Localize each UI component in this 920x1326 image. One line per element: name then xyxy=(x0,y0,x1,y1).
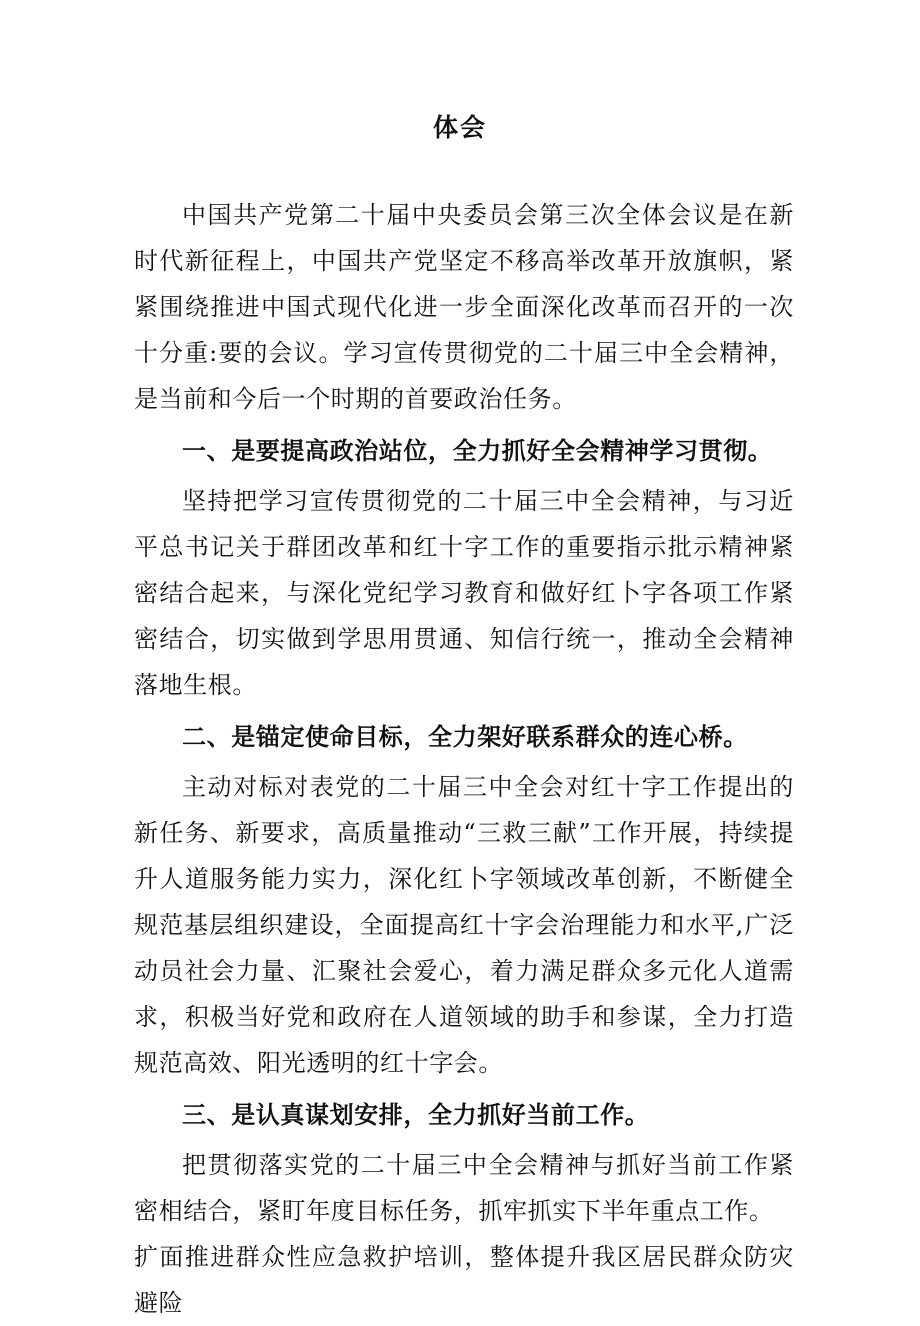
continuation-paragraph: 扩面推进群众性应急救护培训，整体提升我区居民群众防灾避险 xyxy=(134,1243,794,1317)
section-paragraph-1: 坚持把学习宣传贯彻党的二十届三中全会精神，与习近平总书记关于群团改革和红十字工作的重要指示批示精神紧密结合起来，与深化党纪学习教育和做好红卜字各项工作紧密结合，切实做到学思用贯通、知信行统一，推动全会精神落地生根。 xyxy=(134,487,794,699)
section-heading-1: 一、是要提高政治站位，全力抓好全会精神学习贯彻。 xyxy=(182,436,773,465)
section-heading-3: 三、是认真谋划安排，全力抓好当前工作。 xyxy=(182,1100,650,1129)
section-heading-2: 二、是锚定使命目标，全力架好联系群众的连心桥。 xyxy=(182,722,748,751)
intro-paragraph: 中国共产党第二十届中央委员会第三次全体会议是在新时代新征程上，中国共产党坚定不移高举改革开放旗帜，紧紧围绕推进中国式现代化进一步全面深化改革而召开的一次十分重:要的会议。学习宣传贯彻党的二十届三中全会精神，是当前和今后一个时期的首要政治任务。 xyxy=(134,201,794,413)
section-paragraph-3: 把贯彻落实党的二十届三中全会精神与抓好当前工作紧密相结合，紧盯年度目标任务，抓牢抓实下半年重点工作。 xyxy=(134,1151,794,1225)
section-paragraph-2: 主动对标对表党的二十届三中全会对红十字工作提出的新任务、新要求，高质量推动“三救三献”工作开展，持续提升人道服务能力实力，深化红卜字领域改革创新，不断健全规范基层组织建设，全面提高红十字会治理能力和水平,广泛动员社会力量、汇聚社会爱心，着力满足群众多元化人道需求，积极当好党和政府在人道领域的助手和参谋，全力打造规范高效、阳光透明的红十字会。 xyxy=(134,773,794,1077)
document-body xyxy=(134,192,794,1326)
document-title: 体会 xyxy=(432,113,487,142)
